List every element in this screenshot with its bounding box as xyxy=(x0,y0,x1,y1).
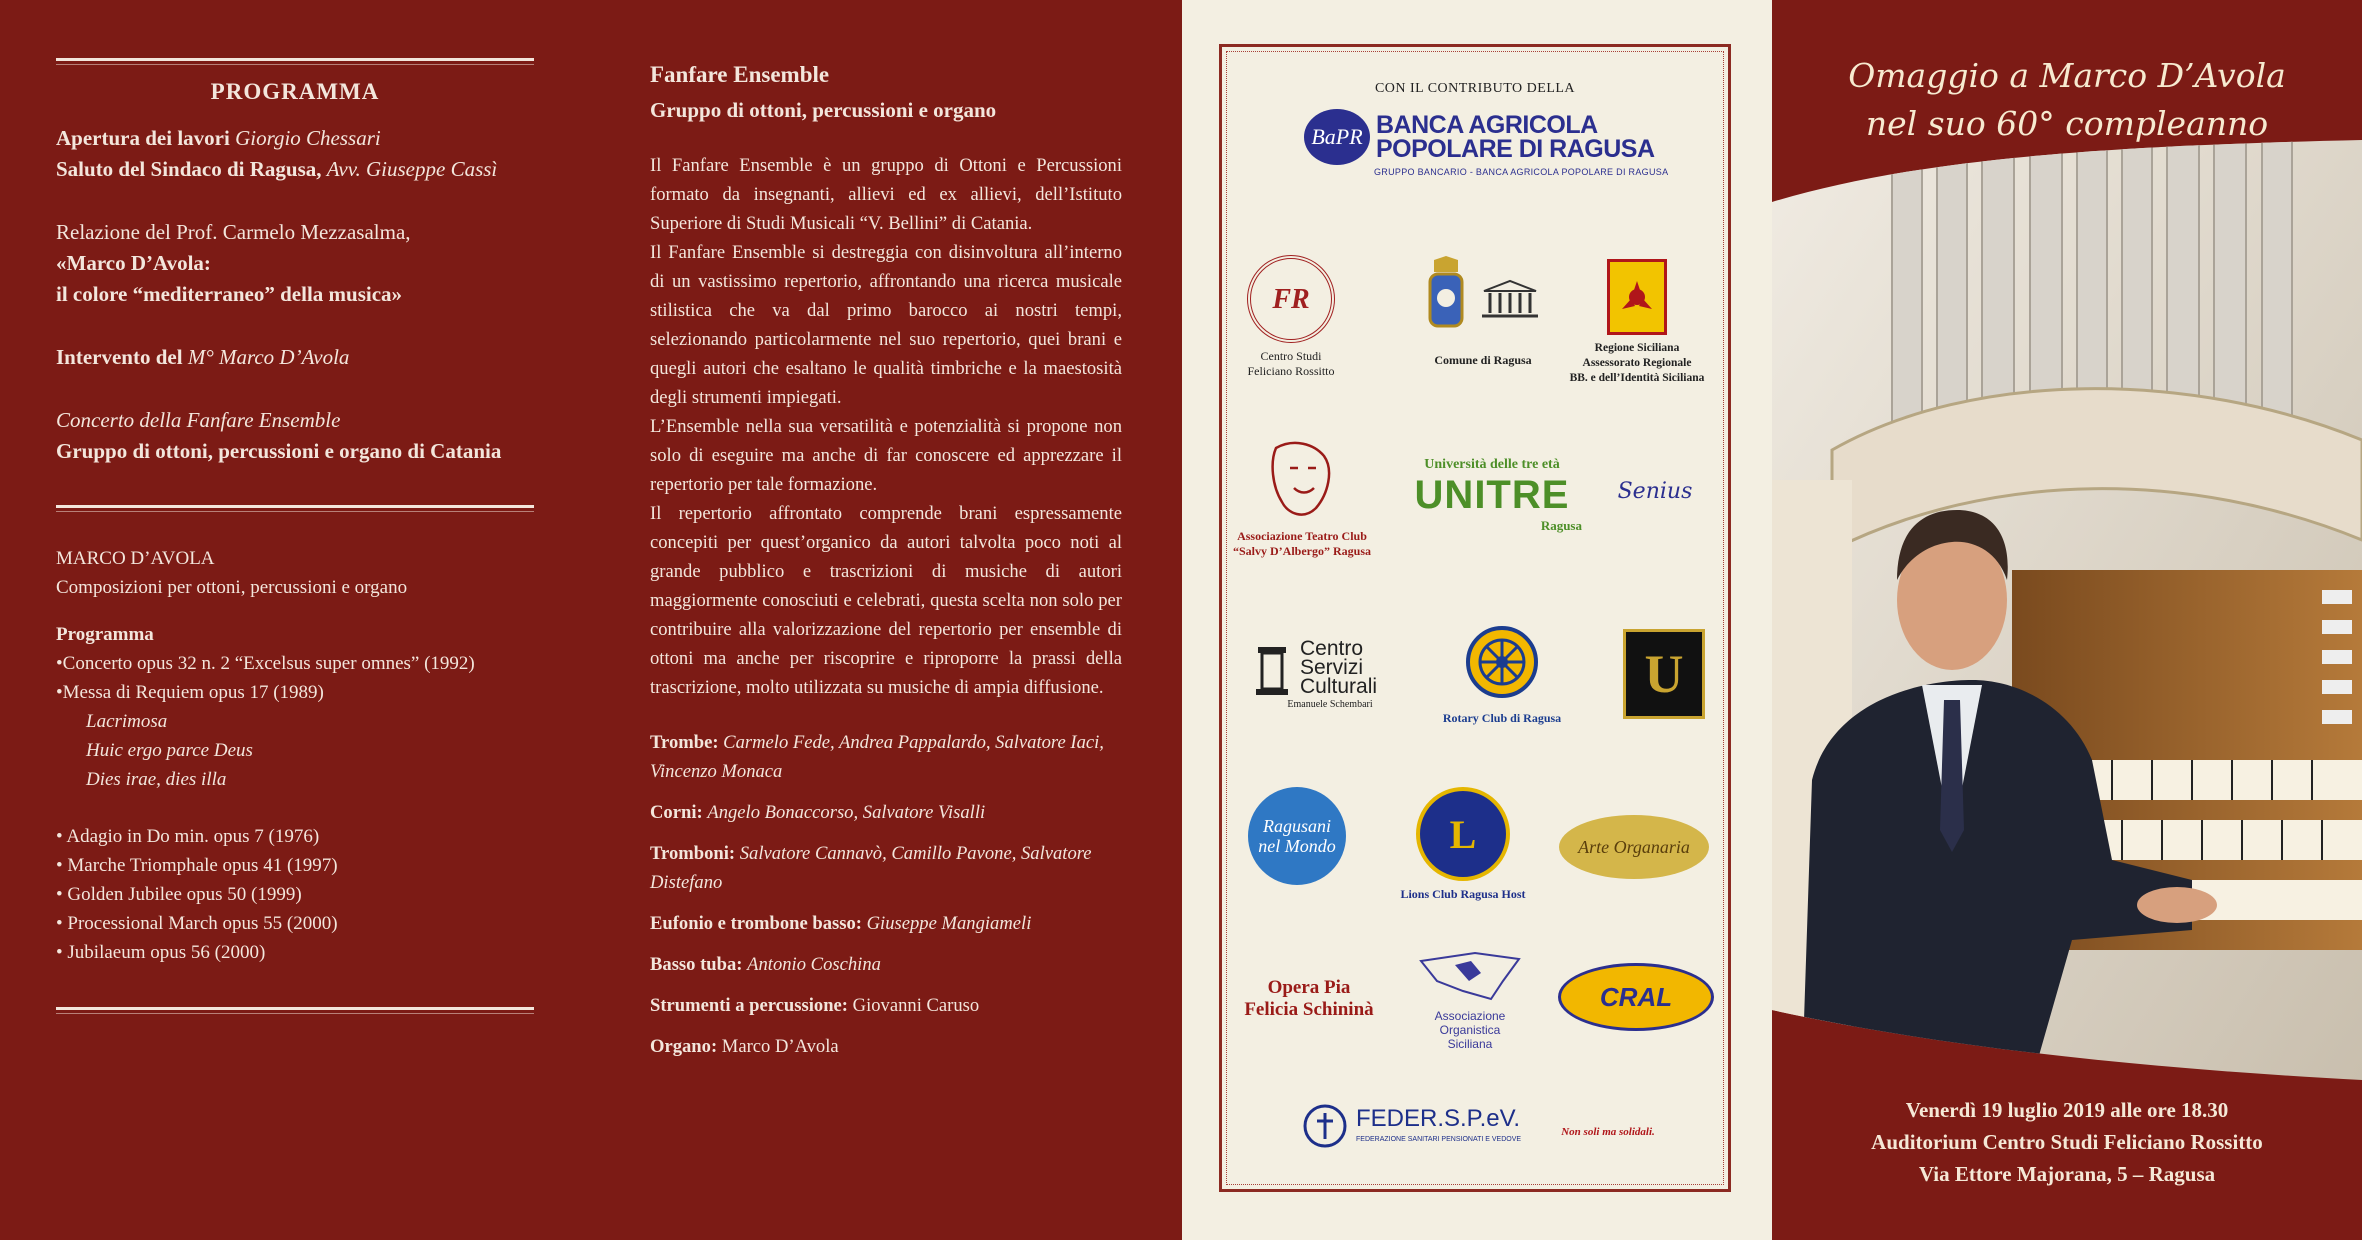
opera-pia-label: Opera Pia Felicia Schininà xyxy=(1244,977,1374,1020)
bank-logo xyxy=(1304,109,1655,165)
member-line: Strumenti a percussione: Giovanni Caruso xyxy=(650,995,980,1016)
ensemble-panel xyxy=(590,0,1182,1240)
unitre-city: Ragusa xyxy=(1540,518,1582,533)
ensemble-paragraph: Il repertorio affrontato comprende brani espressamente concepiti per quest’organico da autori talvolta poco noti al grande pubblico e trascrizioni di musiche di autori maggiormente conosciuti e celebrati, questa scelta non solo per contribuire alla valorizzazione del repertorio per ensemble di ottoni ma anche per riscoprire e riproporre la prassi della trascrizione, molto utilizzata su musiche di ampia diffusione. xyxy=(650,503,1122,698)
unitre-logo xyxy=(1402,457,1582,533)
bank-name-2: POPOLARE DI RAGUSA xyxy=(1376,135,1655,163)
federspev-sub: FEDERAZIONE SANITARI PENSIONATI E VEDOVE xyxy=(1356,1135,1522,1143)
composer-sub: Composizioni per ottoni, percussioni e organo xyxy=(56,577,408,598)
arte-organaria-mark: Arte Organaria xyxy=(1559,815,1709,879)
centro-servizi-logo xyxy=(1250,637,1410,712)
work-item: • Adagio in Do min. opus 7 (1976) xyxy=(56,826,320,847)
slogan-logo xyxy=(1538,1125,1678,1140)
comune-logo xyxy=(1408,251,1558,368)
senius-logo xyxy=(1600,457,1710,527)
work-item: • Marche Triomphale opus 41 (1997) xyxy=(56,855,338,876)
programme-panel xyxy=(0,0,590,1240)
federspev-logo xyxy=(1302,1103,1532,1149)
work-item: • Processional March opus 55 (2000) xyxy=(56,913,338,934)
federspev-emblem-icon xyxy=(1302,1103,1348,1149)
opera-pia-logo xyxy=(1234,977,1384,1021)
unitre-top: Università delle tre età xyxy=(1424,457,1560,472)
cral-mark: CRAL xyxy=(1558,963,1714,1031)
sponsors-panel xyxy=(1182,0,1772,1240)
member-line: Eufonio e trombone basso: Giuseppe Mangiameli xyxy=(650,913,1032,934)
organist-photo xyxy=(1772,140,2362,1080)
talk-title-2: il colore “mediterraneo” della musica» xyxy=(56,282,403,306)
lions-label: Lions Club Ragusa Host xyxy=(1400,887,1526,901)
event-address: Via Ettore Majorana, 5 – Ragusa xyxy=(1918,1162,2216,1186)
senius-mark: Senius xyxy=(1617,479,1693,504)
cover-panel xyxy=(1772,0,2362,1240)
ensemble-title: Fanfare Ensemble xyxy=(650,62,830,87)
divider xyxy=(56,505,534,508)
talk-title: «Marco D’Avola: xyxy=(56,251,211,275)
teatro-utopia-logo xyxy=(1622,629,1706,725)
cral-logo xyxy=(1556,963,1716,1037)
event-date: Venerdì 19 luglio 2019 alle ore 18.30 xyxy=(1905,1098,2229,1122)
headline-line-2: nel suo 60° compleanno xyxy=(1865,104,2269,143)
programma-label: Programma xyxy=(56,624,154,645)
theatre-mask-icon xyxy=(1264,438,1340,522)
bank-name-1: BANCA AGRICOLA xyxy=(1376,111,1598,139)
contrib-label: CON IL CONTRIBUTO DELLA xyxy=(1374,81,1576,96)
rotary-wheel-icon xyxy=(1462,622,1542,702)
member-line: Organo: Marco D’Avola xyxy=(650,1036,839,1057)
trinacria-icon xyxy=(1619,279,1655,315)
greeting-line: Saluto del Sindaco di Ragusa, Avv. Giuseppe Cassì xyxy=(56,157,498,181)
arte-organaria-logo xyxy=(1556,815,1712,885)
member-line: Basso tuba: Antonio Coschina xyxy=(650,954,881,975)
centro-servizi-sub: Emanuele Schembari xyxy=(1287,699,1373,710)
slogan-label: Non soli ma solidali. xyxy=(1561,1126,1655,1138)
event-info xyxy=(1772,1094,2362,1190)
teatro-club-logo xyxy=(1232,437,1372,559)
talk-intro: Relazione del Prof. Carmelo Mezzasalma, xyxy=(56,220,411,244)
rotary-logo xyxy=(1432,619,1572,726)
bank-subtitle: GRUPPO BANCARIO - BANCA AGRICOLA POPOLARE DI RAGUSA xyxy=(1374,167,1669,177)
programme-heading: PROGRAMMA xyxy=(210,79,380,104)
regione-label: Regione Siciliana Assessorato Regionale BB. e dell’Identità Siciliana xyxy=(1569,342,1705,384)
ensemble-paragraph: Il Fanfare Ensemble si destreggia con disinvoltura all’interno di un vastissimo repertorio, affrontando una ricerca musicale stilistica che va dal primo barocco ai nostri tempi, selezionando particolarmente nel suo repertorio, quei brani e quegli autori che esaltano le qualità timbriche e la maestosità degli strumenti impiegati. xyxy=(650,242,1122,408)
member-line: Corni: Angelo Bonaccorso, Salvatore Visalli xyxy=(650,802,986,823)
ragusani-logo xyxy=(1242,787,1352,891)
centro-studi-label: Centro Studi Feliciano Rossitto xyxy=(1247,349,1335,378)
work-item: • Jubilaeum opus 56 (2000) xyxy=(56,942,266,963)
lions-mark: L xyxy=(1416,787,1510,881)
composer-heading: MARCO D’AVOLA xyxy=(56,548,215,569)
organistica-label: Associazione Organistica Siciliana xyxy=(1434,1009,1506,1051)
federspev-label: FEDER.S.P.eV. xyxy=(1356,1104,1521,1132)
cover-headline xyxy=(1772,52,2362,148)
regione-logo xyxy=(1562,259,1712,386)
ragusani-mark: Ragusani nel Mondo xyxy=(1248,787,1346,885)
lions-logo xyxy=(1388,787,1538,902)
divider xyxy=(56,1007,534,1010)
work-item: • Golden Jubilee opus 50 (1999) xyxy=(56,884,302,905)
event-venue: Auditorium Centro Studi Feliciano Rossitto xyxy=(1871,1130,2263,1154)
ensemble-paragraph: L’Ensemble nella sua versatilità e potenzialità si propone non solo di eseguire ma anche di far conoscere ed apprezzare il repertorio per tale formazione. xyxy=(650,416,1122,495)
headline-line-1: Omaggio a Marco D’Avola xyxy=(1848,56,2286,95)
opening-line: Apertura dei lavori Giorgio Chessari xyxy=(56,126,381,150)
bapr-mark: BaPR xyxy=(1304,109,1370,165)
concert-group: Gruppo di ottoni, percussioni e organo di Catania xyxy=(56,439,502,463)
centro-studi-logo xyxy=(1236,255,1346,379)
ensemble-paragraph: Il Fanfare Ensemble è un gruppo di Ottoni e Percussioni formato da insegnanti, allievi ed ex allievi, dell’Istituto Superiore di Studi Musicali “V. Bellini” di Catania. xyxy=(650,155,1122,234)
rotary-label: Rotary Club di Ragusa xyxy=(1442,711,1562,725)
requiem-part: Huic ergo parce Deus xyxy=(86,740,253,761)
column-icon xyxy=(1250,637,1294,697)
centro-studi-mark: FR xyxy=(1247,255,1335,343)
sicily-map-icon xyxy=(1415,947,1525,1003)
requiem-part: Dies irae, dies illa xyxy=(86,769,227,790)
teatro-utopia-mark: U xyxy=(1623,629,1705,719)
sponsors-frame xyxy=(1219,44,1731,1192)
divider xyxy=(56,58,534,61)
ensemble-subtitle: Gruppo di ottoni, percussioni e organo xyxy=(650,98,997,122)
work-item: •Messa di Requiem opus 17 (1989) xyxy=(56,682,324,703)
member-line: Tromboni: Salvatore Cannavò, Camillo Pavone, Salvatore Distefano xyxy=(650,843,1092,893)
comune-label: Comune di Ragusa xyxy=(1434,353,1532,367)
temple-icon xyxy=(1480,279,1540,319)
concert-label: Concerto della Fanfare Ensemble xyxy=(56,408,341,432)
organistica-logo xyxy=(1400,947,1540,1051)
intervention-line: Intervento del M° Marco D’Avola xyxy=(56,345,350,369)
centro-servizi-label: Centro Servizi Culturali xyxy=(1300,636,1378,698)
requiem-part: Lacrimosa xyxy=(86,711,168,732)
member-line: Trombe: Carmelo Fede, Andrea Pappalardo, Salvatore Iaci, Vincenzo Monaca xyxy=(650,732,1104,782)
work-item: •Concerto opus 32 n. 2 “Excelsus super omnes” (1992) xyxy=(56,653,475,674)
coat-of-arms-icon xyxy=(1426,256,1466,342)
unitre-mark: UNITRE xyxy=(1414,473,1570,517)
teatro-club-label: Associazione Teatro Club “Salvy D’Albergo” Ragusa xyxy=(1232,529,1371,558)
